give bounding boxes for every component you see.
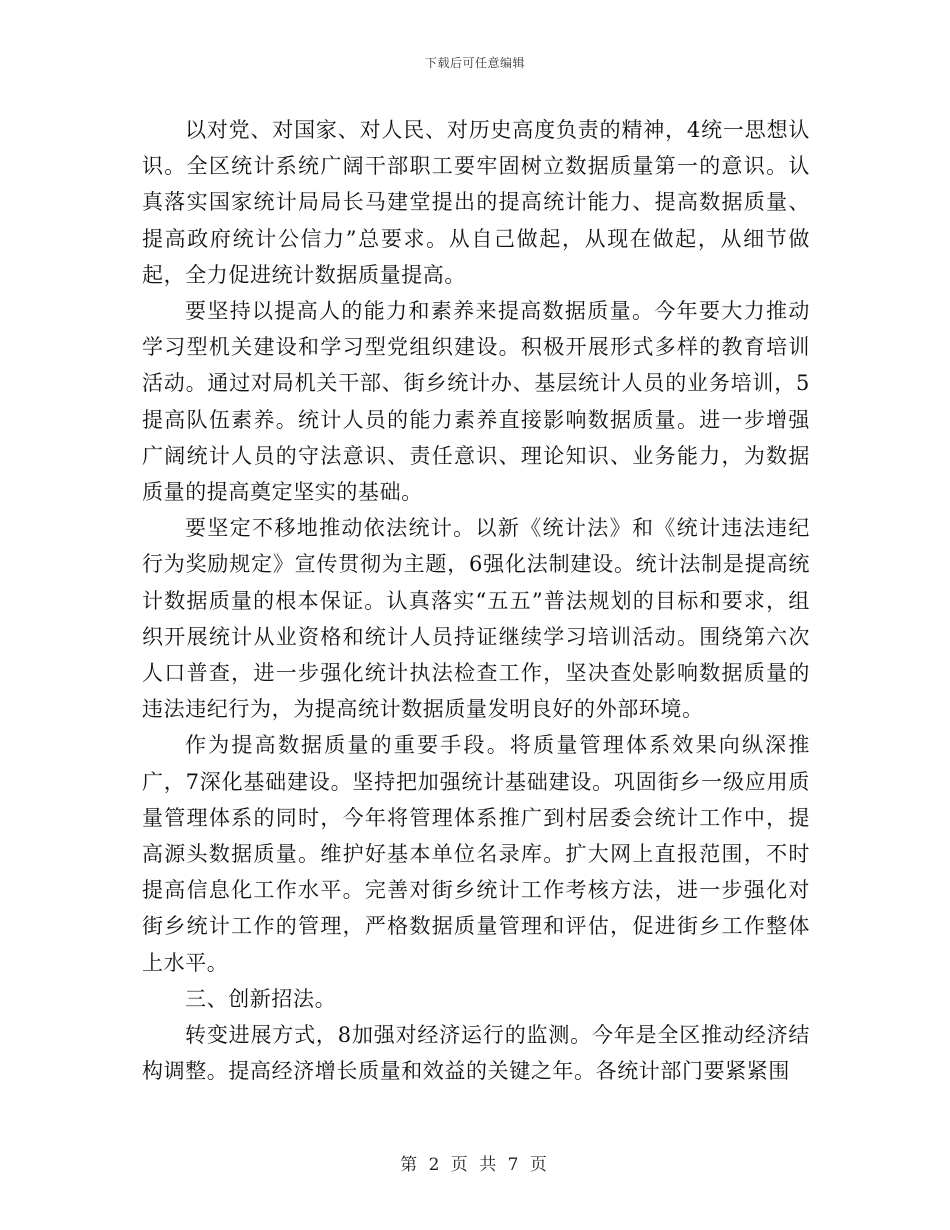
paragraph-legal-statistics: 要坚定不移地推动依法统计。以新《统计法》和《统计违法违纪行为奖励规定》宣传贯彻为主题，6强化法制建设。统计法制是提高统计数据质量的根本保证。认真落实“五五”普法规划的目标和要求，组织开展统计从业资格和统计人员持证继续学习培训活动。围绕第六次人口普查，进一步强化统计执法检查工作，坚决查处影响数据质量的违法违纪行为，为提高统计数据质量发明良好的外部环境。 bbox=[142, 516, 810, 722]
paragraph-unify-thinking: 以对党、对国家、对人民、对历史高度负责的精神，4统一思想认识。全区统计系统广阔干部职工要牢固树立数据质量第一的意识。认真落实国家统计局局长马建堂提出的提高统计能力、提高数据质量、提高政府统计公信力”总要求。从自己做起，从现在做起，从细节做起，全力促进统计数据质量提高。 bbox=[142, 118, 810, 287]
page-number-footer: 第 2 页 共 7 页 bbox=[400, 1155, 550, 1175]
document-body bbox=[142, 112, 810, 1089]
paragraph-economic-monitoring: 转变进展方式，8加强对经济运行的监测。今年是全区推动经济结构调整。提高经济增长质量和效益的关键之年。各统计部门要紧紧围 bbox=[142, 1023, 810, 1084]
page-header-note: 下载后可任意编辑 bbox=[424, 56, 525, 70]
paragraph-basic-construction: 作为提高数据质量的重要手段。将质量管理体系效果向纵深推广，7深化基础建设。坚持把加强统计基础建设。巩固街乡一级应用质量管理体系的同时，今年将管理体系推广到村居委会统计工作中，提高源头数据质量。维护好基本单位名录库。扩大网上直报范围，不时提高信息化工作水平。完善对街乡统计工作考核方法，进一步强化对街乡统计工作的管理，严格数据质量管理和评估，促进街乡工作整体上水平。 bbox=[142, 733, 810, 975]
section-heading-innovation: 三、创新招法。 bbox=[185, 986, 337, 1011]
paragraph-staff-quality: 要坚持以提高人的能力和素养来提高数据质量。今年要大力推动学习型机关建设和学习型党组织建设。积极开展形式多样的教育培训活动。通过对局机关干部、街乡统计办、基层统计人员的业务培训，5提高队伍素养。统计人员的能力素养直接影响数据质量。进一步增强广阔统计人员的守法意识、责任意识、理论知识、业务能力，为数据质量的提高奠定坚实的基础。 bbox=[142, 299, 810, 505]
